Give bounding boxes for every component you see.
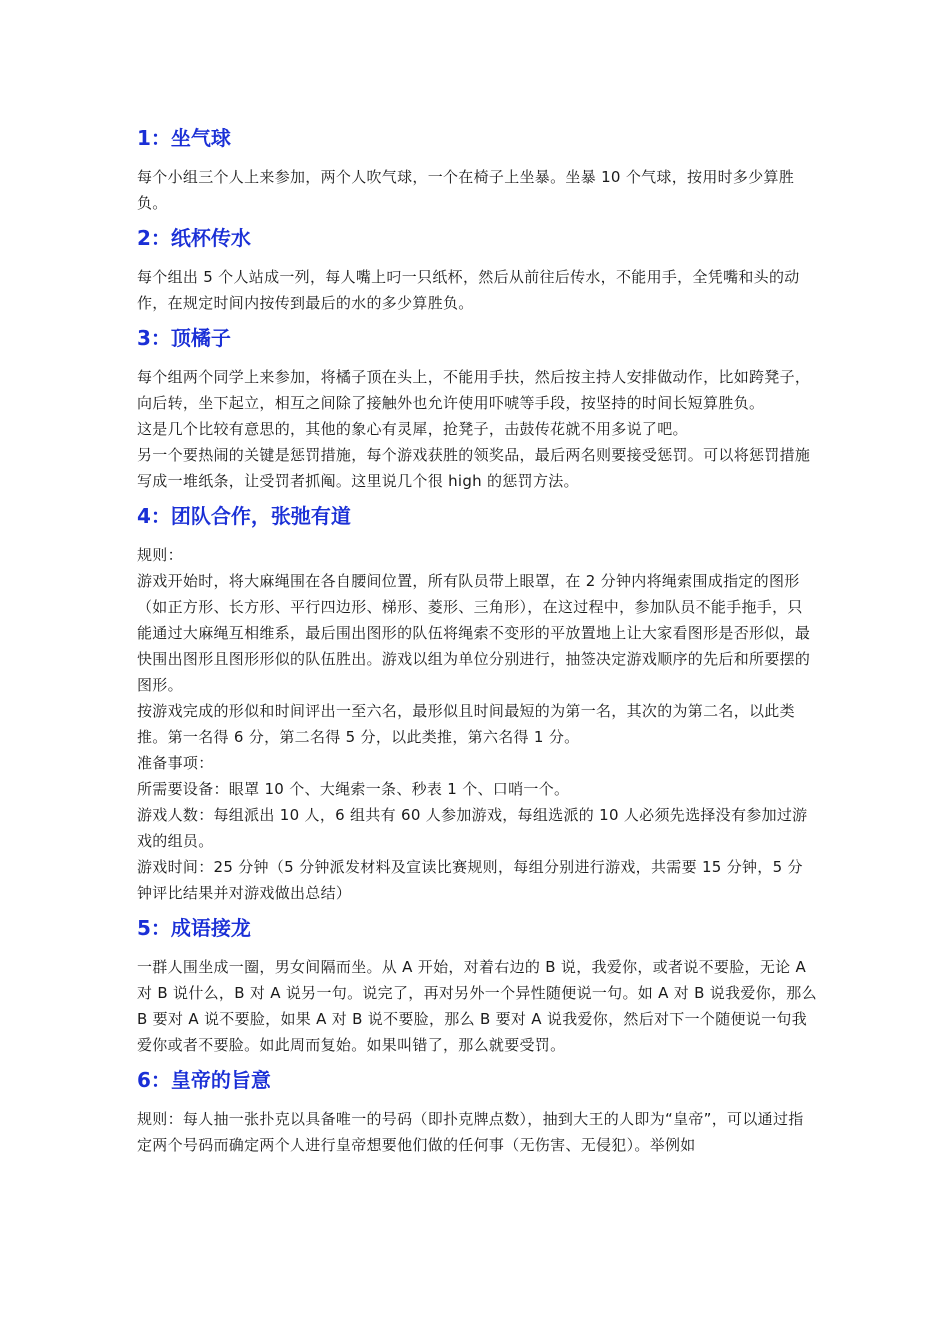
section-2 xyxy=(137,222,817,316)
paragraph: 游戏人数：每组派出 10 人，6 组共有 60 人参加游戏，每组选派的 10 人必须先选择没有参加过游戏的组员。 xyxy=(137,806,808,850)
section-4 xyxy=(137,500,817,906)
section-heading: 4：团队合作，张弛有道 xyxy=(137,504,351,528)
paragraph: 另一个要热闹的关键是惩罚措施，每个游戏获胜的领奖品，最后两名则要接受惩罚。可以将惩罚措施写成一堆纸条，让受罚者抓阄。这里说几个很 high 的惩罚方法。 xyxy=(137,446,811,490)
paragraph: 游戏开始时，将大麻绳围在各自腰间位置，所有队员带上眼罩，在 2 分钟内将绳索围成指定的图形（如正方形、长方形、平行四边形、梯形、菱形、三角形），在这过程中，参加队员不能手拖手，只能通过大麻绳互相维系，最后围出图形的队伍将绳索不变形的平放置地上让大家看图形是否形似，最快围出图形且图形形似的队伍胜出。游戏以组为单位分别进行，抽签决定游戏顺序的先后和所要摆的图形。 xyxy=(137,572,811,694)
section-1 xyxy=(137,122,817,216)
section-heading: 2：纸杯传水 xyxy=(137,226,251,250)
section-heading: 3：顶橘子 xyxy=(137,326,231,350)
document-page xyxy=(137,120,817,1158)
paragraph: 规则： xyxy=(137,546,183,564)
section-3 xyxy=(137,322,817,494)
section-heading: 1：坐气球 xyxy=(137,126,231,150)
paragraph: 一群人围坐成一圈，男女间隔而坐。从 A 开始，对着右边的 B 说，我爱你，或者说不要脸，无论 A 对 B 说什么，B 对 A 说另一句。说完了，再对另外一个异性随便说一句。如 A 对 B 说我爱你，那么 B 要对 A 说不要脸，如果 A 对 B 说不要脸，那么 B 要对 A 说我爱你，然后对下一个随便说一句我爱你或者不要脸。如此周而复始。如果叫错了，那么就要受罚。 xyxy=(137,958,817,1054)
section-5 xyxy=(137,912,817,1058)
paragraph: 规则：每人抽一张扑克以具备唯一的号码（即扑克牌点数），抽到大王的人即为“皇帝”，可以通过指定两个号码而确定两个人进行皇帝想要他们做的任何事（无伤害、无侵犯）。举例如 xyxy=(137,1110,804,1154)
paragraph: 游戏时间：25 分钟（5 分钟派发材料及宣读比赛规则，每组分别进行游戏，共需要 15 分钟，5 分钟评比结果并对游戏做出总结） xyxy=(137,858,803,902)
paragraph: 所需要设备：眼罩 10 个、大绳索一条、秒表 1 个、口哨一个。 xyxy=(137,780,570,798)
paragraph: 按游戏完成的形似和时间评出一至六名，最形似且时间最短的为第一名，其次的为第二名，以此类推。第一名得 6 分，第二名得 5 分，以此类推，第六名得 1 分。 xyxy=(137,702,795,746)
section-heading: 6：皇帝的旨意 xyxy=(137,1068,271,1092)
paragraph: 每个组两个同学上来参加，将橘子顶在头上，不能用手扶，然后按主持人安排做动作，比如跨凳子，向后转，坐下起立，相互之间除了接触外也允许使用吓唬等手段，按坚持的时间长短算胜负。 xyxy=(137,368,811,412)
paragraph: 准备事项： xyxy=(137,754,214,772)
section-heading: 5：成语接龙 xyxy=(137,916,251,940)
paragraph: 这是几个比较有意思的，其他的象心有灵犀，抢凳子，击鼓传花就不用多说了吧。 xyxy=(137,420,688,438)
paragraph: 每个小组三个人上来参加，两个人吹气球，一个在椅子上坐暴。坐暴 10 个气球，按用时多少算胜负。 xyxy=(137,168,795,212)
paragraph: 每个组出 5 个人站成一列，每人嘴上叼一只纸杯，然后从前往后传水，不能用手，全凭嘴和头的动作，在规定时间内按传到最后的水的多少算胜负。 xyxy=(137,268,800,312)
section-6 xyxy=(137,1064,817,1158)
